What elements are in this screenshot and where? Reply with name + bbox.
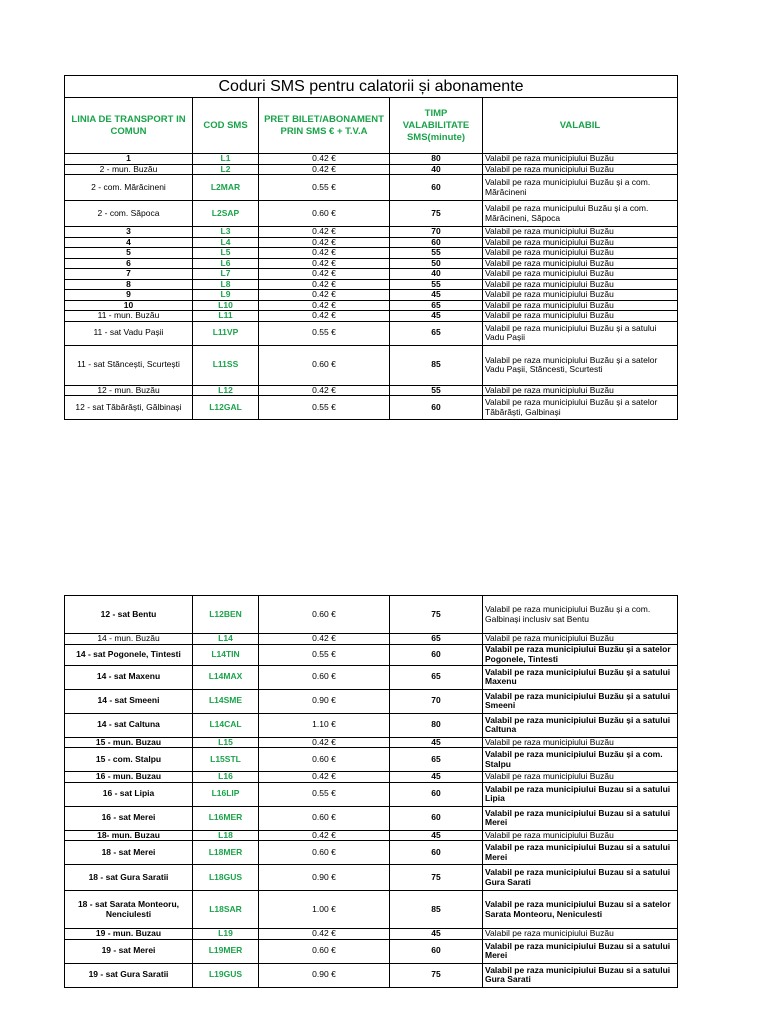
- route-cell: 9: [65, 290, 193, 301]
- header-linia: LINIA DE TRANSPORT IN COMUN: [65, 98, 193, 154]
- table-row: [65, 154, 678, 165]
- sms-code-cell: L16MER: [193, 806, 259, 830]
- validity-minutes-cell: 75: [390, 963, 483, 987]
- validity-minutes-cell: 40: [390, 269, 483, 280]
- price-cell: 0.55 €: [259, 396, 390, 420]
- validity-area-cell: Valabil pe raza municipiului Buzău și a satului Maxenu: [483, 665, 678, 689]
- route-cell: 8: [65, 279, 193, 290]
- route-cell: 4: [65, 237, 193, 248]
- table-row: [65, 279, 678, 290]
- validity-area-cell: Valabil pe raza municipiului Buzău: [483, 164, 678, 175]
- table-row: [65, 596, 678, 634]
- validity-minutes-cell: 75: [390, 865, 483, 891]
- validity-minutes-cell: 85: [390, 891, 483, 929]
- price-cell: 0.42 €: [259, 227, 390, 238]
- validity-minutes-cell: 65: [390, 321, 483, 345]
- sms-code-cell: L14MAX: [193, 665, 259, 689]
- sms-code-cell: L18SAR: [193, 891, 259, 929]
- table-row: [65, 300, 678, 311]
- route-cell: 19 - sat Merei: [65, 939, 193, 963]
- validity-area-cell: Valabil pe raza municipiului Buzău: [483, 258, 678, 269]
- route-cell: 14 - mun. Buzău: [65, 634, 193, 645]
- header-cod-sms: COD SMS: [193, 98, 259, 154]
- validity-area-cell: Valabil pe raza municipiului Buzău: [483, 300, 678, 311]
- table-row: [65, 737, 678, 748]
- table-row: [65, 248, 678, 259]
- validity-minutes-cell: 65: [390, 748, 483, 772]
- validity-area-cell: Valabil pe raza municipiului Buzău: [483, 290, 678, 301]
- route-cell: 12 - mun. Buzău: [65, 385, 193, 396]
- route-cell: 1: [65, 154, 193, 165]
- price-cell: 0.42 €: [259, 258, 390, 269]
- table-row: [65, 939, 678, 963]
- table-row: [65, 385, 678, 396]
- route-cell: 14 - sat Maxenu: [65, 665, 193, 689]
- validity-minutes-cell: 65: [390, 634, 483, 645]
- price-cell: 0.60 €: [259, 748, 390, 772]
- sms-code-cell: L18GUS: [193, 865, 259, 891]
- validity-minutes-cell: 60: [390, 175, 483, 201]
- route-cell: 15 - com. Stalpu: [65, 748, 193, 772]
- sms-code-cell: L19GUS: [193, 963, 259, 987]
- sms-code-cell: L8: [193, 279, 259, 290]
- validity-area-cell: Valabil pe raza municipului Buzău și a com. Mărăcineni, Săpoca: [483, 201, 678, 227]
- route-cell: 16 - sat Lipia: [65, 782, 193, 806]
- price-cell: 1.00 €: [259, 891, 390, 929]
- price-cell: 0.42 €: [259, 772, 390, 783]
- sms-code-cell: L15STL: [193, 748, 259, 772]
- route-cell: 11 - sat Stăncești, Scurtești: [65, 345, 193, 385]
- price-cell: 0.42 €: [259, 737, 390, 748]
- sms-codes-table-2: [64, 595, 678, 988]
- table-row: [65, 290, 678, 301]
- validity-area-cell: Valabil pe raza municipiului Buzău și a com. Mărăcineni: [483, 175, 678, 201]
- validity-area-cell: Valabil pe raza municipiului Buzau si a satului Gura Sarati: [483, 865, 678, 891]
- validity-minutes-cell: 65: [390, 300, 483, 311]
- table-row: [65, 201, 678, 227]
- sms-code-cell: L14SME: [193, 689, 259, 713]
- validity-minutes-cell: 60: [390, 806, 483, 830]
- table-row: [65, 227, 678, 238]
- table-row: [65, 782, 678, 806]
- validity-minutes-cell: 60: [390, 644, 483, 665]
- price-cell: 0.60 €: [259, 806, 390, 830]
- sms-code-cell: L7: [193, 269, 259, 280]
- price-cell: 0.55 €: [259, 782, 390, 806]
- sms-code-cell: L11: [193, 311, 259, 322]
- route-cell: 18 - sat Merei: [65, 841, 193, 865]
- validity-area-cell: Valabil pe raza municipiului Buzău: [483, 772, 678, 783]
- table-row: [65, 841, 678, 865]
- validity-minutes-cell: 55: [390, 385, 483, 396]
- validity-minutes-cell: 85: [390, 345, 483, 385]
- price-cell: 0.42 €: [259, 154, 390, 165]
- validity-minutes-cell: 60: [390, 939, 483, 963]
- price-cell: 0.60 €: [259, 665, 390, 689]
- table-row: [65, 634, 678, 645]
- sms-code-cell: L18: [193, 830, 259, 841]
- sms-code-cell: L12BEN: [193, 596, 259, 634]
- validity-area-cell: Valabil pe raza municipiului Buzău: [483, 929, 678, 940]
- validity-area-cell: Valabil pe raza municipiului Buzău: [483, 737, 678, 748]
- table-row: [65, 929, 678, 940]
- validity-area-cell: Valabil pe raza municipiului Buzău: [483, 385, 678, 396]
- validity-area-cell: Valabil pe raza municipiului Buzău și a satului Vadu Pașii: [483, 321, 678, 345]
- table-row: [65, 865, 678, 891]
- price-cell: 0.55 €: [259, 644, 390, 665]
- price-cell: 0.42 €: [259, 300, 390, 311]
- route-cell: 18 - sat Sarata Monteoru, Nenciulesti: [65, 891, 193, 929]
- route-cell: 5: [65, 248, 193, 259]
- sms-code-cell: L10: [193, 300, 259, 311]
- route-cell: 7: [65, 269, 193, 280]
- route-cell: 15 - mun. Buzau: [65, 737, 193, 748]
- validity-area-cell: Valabil pe raza municipiului Buzau si a satului Merei: [483, 841, 678, 865]
- table-row: [65, 713, 678, 737]
- price-cell: 0.55 €: [259, 175, 390, 201]
- validity-area-cell: Valabil pe raza municipiului Buzău: [483, 227, 678, 238]
- route-cell: 10: [65, 300, 193, 311]
- route-cell: 2 - mun. Buzău: [65, 164, 193, 175]
- validity-minutes-cell: 55: [390, 248, 483, 259]
- table-row: [65, 891, 678, 929]
- price-cell: 0.42 €: [259, 164, 390, 175]
- route-cell: 14 - sat Smeeni: [65, 689, 193, 713]
- sms-code-cell: L11SS: [193, 345, 259, 385]
- validity-minutes-cell: 50: [390, 258, 483, 269]
- sms-code-cell: L14TIN: [193, 644, 259, 665]
- table-row: [65, 345, 678, 385]
- validity-minutes-cell: 75: [390, 201, 483, 227]
- table-row: [65, 806, 678, 830]
- validity-area-cell: Valabil pe raza municipiului Buzau si a satului Merei: [483, 939, 678, 963]
- table-row: [65, 269, 678, 280]
- validity-minutes-cell: 60: [390, 841, 483, 865]
- sms-code-cell: L3: [193, 227, 259, 238]
- validity-minutes-cell: 45: [390, 830, 483, 841]
- route-cell: 3: [65, 227, 193, 238]
- table-row: [65, 748, 678, 772]
- validity-area-cell: Valabil pe raza municipiului Buzău: [483, 269, 678, 280]
- validity-minutes-cell: 40: [390, 164, 483, 175]
- price-cell: 0.42 €: [259, 290, 390, 301]
- sms-code-cell: L12: [193, 385, 259, 396]
- table-row: [65, 689, 678, 713]
- route-cell: 12 - sat Bentu: [65, 596, 193, 634]
- table-row: [65, 237, 678, 248]
- price-cell: 0.42 €: [259, 237, 390, 248]
- sms-code-cell: L2SAP: [193, 201, 259, 227]
- sms-code-cell: L2MAR: [193, 175, 259, 201]
- validity-minutes-cell: 55: [390, 279, 483, 290]
- route-cell: 6: [65, 258, 193, 269]
- validity-area-cell: Valabil pe raza municipiului Buzău și a satului Caltuna: [483, 713, 678, 737]
- validity-area-cell: Valabil pe raza municipiului Buzau si a satelor Sarata Monteoru, Neniculesti: [483, 891, 678, 929]
- validity-minutes-cell: 60: [390, 237, 483, 248]
- sms-code-cell: L16: [193, 772, 259, 783]
- validity-area-cell: Valabil pe raza municipiului Buzau si a satului Gura Sarati: [483, 963, 678, 987]
- route-cell: 16 - sat Merei: [65, 806, 193, 830]
- sms-code-cell: L6: [193, 258, 259, 269]
- validity-area-cell: Valabil pe raza municipiului Buzau si a satului Lipia: [483, 782, 678, 806]
- validity-area-cell: Valabil pe raza municipiului Buzău: [483, 311, 678, 322]
- validity-minutes-cell: 80: [390, 713, 483, 737]
- route-cell: 2 - com. Săpoca: [65, 201, 193, 227]
- sms-code-cell: L1: [193, 154, 259, 165]
- validity-area-cell: Valabil pe raza municipiului Buzău și a satelor Vadu Pașii, Stăncesti, Scurtesti: [483, 345, 678, 385]
- sms-code-cell: L19MER: [193, 939, 259, 963]
- sms-code-cell: L4: [193, 237, 259, 248]
- price-cell: 0.42 €: [259, 311, 390, 322]
- header-timp: TIMP VALABILITATE SMS(minute): [390, 98, 483, 154]
- table-row: [65, 830, 678, 841]
- price-cell: 0.60 €: [259, 596, 390, 634]
- validity-area-cell: Valabil pe raza municipiului Buzău și a satelor Tăbărăști, Galbinași: [483, 396, 678, 420]
- sms-code-cell: L5: [193, 248, 259, 259]
- price-cell: 0.60 €: [259, 841, 390, 865]
- sms-code-cell: L14CAL: [193, 713, 259, 737]
- header-pret: PRET BILET/ABONAMENT PRIN SMS € + T.V.A: [259, 98, 390, 154]
- table-row: [65, 772, 678, 783]
- sms-code-cell: L19: [193, 929, 259, 940]
- route-cell: 14 - sat Pogonele, Tintesti: [65, 644, 193, 665]
- page-title: Coduri SMS pentru calatorii și abonamente: [65, 76, 678, 98]
- validity-minutes-cell: 70: [390, 227, 483, 238]
- route-cell: 11 - sat Vadu Pașii: [65, 321, 193, 345]
- sms-code-cell: L12GAL: [193, 396, 259, 420]
- price-cell: 0.42 €: [259, 634, 390, 645]
- route-cell: 2 - com. Mărăcineni: [65, 175, 193, 201]
- route-cell: 18- mun. Buzau: [65, 830, 193, 841]
- price-cell: 1.10 €: [259, 713, 390, 737]
- validity-area-cell: Valabil pe raza municipiului Buzău: [483, 237, 678, 248]
- validity-minutes-cell: 45: [390, 929, 483, 940]
- validity-area-cell: Valabil pe raza municipiului Buzau si a satului Merei: [483, 806, 678, 830]
- validity-minutes-cell: 60: [390, 782, 483, 806]
- validity-area-cell: Valabil pe raza municipiului Buzău și a com. Stalpu: [483, 748, 678, 772]
- table-row: [65, 321, 678, 345]
- sms-code-cell: L16LIP: [193, 782, 259, 806]
- validity-area-cell: Valabil pe raza municipiului Buzău: [483, 634, 678, 645]
- validity-area-cell: Valabil pe raza municipiului Buzău și a satului Smeeni: [483, 689, 678, 713]
- price-cell: 0.42 €: [259, 830, 390, 841]
- table-row: [65, 164, 678, 175]
- validity-area-cell: Valabil pe raza municipiului Buzău: [483, 830, 678, 841]
- route-cell: 16 - mun. Buzau: [65, 772, 193, 783]
- route-cell: 12 - sat Tăbărăști, Gălbinași: [65, 396, 193, 420]
- table-row: [65, 963, 678, 987]
- price-cell: 0.60 €: [259, 939, 390, 963]
- validity-minutes-cell: 75: [390, 596, 483, 634]
- price-cell: 0.42 €: [259, 279, 390, 290]
- validity-minutes-cell: 65: [390, 665, 483, 689]
- validity-area-cell: Valabil pe raza municipiului Buzău: [483, 154, 678, 165]
- sms-code-cell: L15: [193, 737, 259, 748]
- route-cell: 19 - sat Gura Saratii: [65, 963, 193, 987]
- table-row: [65, 644, 678, 665]
- validity-minutes-cell: 80: [390, 154, 483, 165]
- price-cell: 0.60 €: [259, 201, 390, 227]
- price-cell: 0.42 €: [259, 385, 390, 396]
- table-row: [65, 175, 678, 201]
- sms-codes-table-1: [64, 75, 678, 420]
- table-row: [65, 258, 678, 269]
- price-cell: 0.42 €: [259, 929, 390, 940]
- validity-minutes-cell: 45: [390, 772, 483, 783]
- price-cell: 0.42 €: [259, 248, 390, 259]
- table-row: [65, 311, 678, 322]
- validity-minutes-cell: 60: [390, 396, 483, 420]
- validity-minutes-cell: 45: [390, 737, 483, 748]
- price-cell: 0.42 €: [259, 269, 390, 280]
- route-cell: 11 - mun. Buzău: [65, 311, 193, 322]
- table-row: [65, 665, 678, 689]
- price-cell: 0.90 €: [259, 689, 390, 713]
- validity-area-cell: Valabil pe raza municipiului Buzău: [483, 279, 678, 290]
- validity-area-cell: Valabil pe raza municipiului Buzău și a satelor Pogonele, Tintesti: [483, 644, 678, 665]
- sms-code-cell: L18MER: [193, 841, 259, 865]
- route-cell: 19 - mun. Buzau: [65, 929, 193, 940]
- route-cell: 18 - sat Gura Saratii: [65, 865, 193, 891]
- validity-area-cell: Valabil pe raza municipiului Buzău: [483, 248, 678, 259]
- price-cell: 0.90 €: [259, 865, 390, 891]
- price-cell: 0.60 €: [259, 345, 390, 385]
- validity-minutes-cell: 45: [390, 311, 483, 322]
- route-cell: 14 - sat Caltuna: [65, 713, 193, 737]
- sms-code-cell: L14: [193, 634, 259, 645]
- header-valabil: VALABIL: [483, 98, 678, 154]
- validity-minutes-cell: 70: [390, 689, 483, 713]
- table-row: [65, 396, 678, 420]
- sms-code-cell: L11VP: [193, 321, 259, 345]
- sms-code-cell: L9: [193, 290, 259, 301]
- price-cell: 0.90 €: [259, 963, 390, 987]
- price-cell: 0.55 €: [259, 321, 390, 345]
- validity-minutes-cell: 45: [390, 290, 483, 301]
- validity-area-cell: Valabil pe raza municipiului Buzău și a com. Galbinași inclusiv sat Bentu: [483, 596, 678, 634]
- sms-code-cell: L2: [193, 164, 259, 175]
